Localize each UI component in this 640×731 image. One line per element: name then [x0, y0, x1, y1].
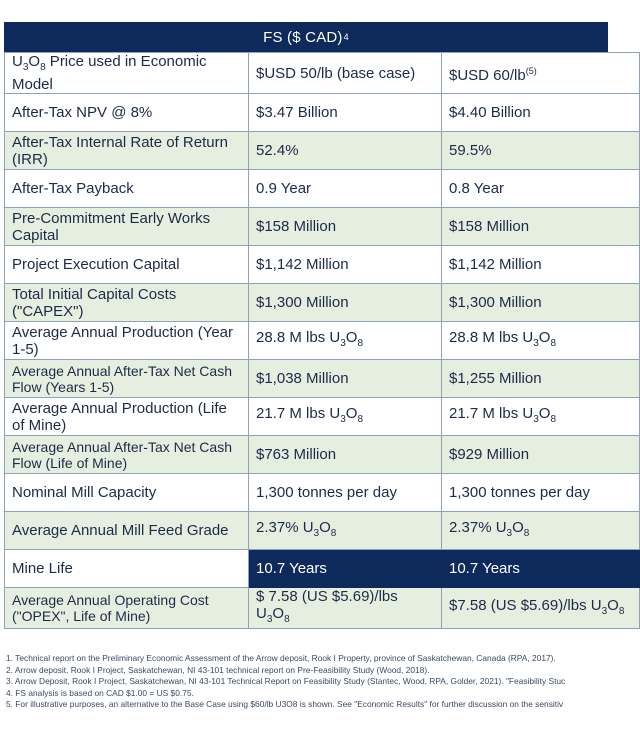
row-label: Mine Life — [5, 550, 249, 588]
table-row — [5, 208, 640, 246]
row-label: After-Tax Payback — [5, 170, 249, 208]
alt-case-value: 28.8 M lbs $U_3O_8$ — [442, 322, 640, 360]
row-label: Average Annual After-Tax Net Cash Flow (Years 1-5) — [5, 360, 249, 398]
base-case-value: $3.47 Billion — [249, 94, 442, 132]
table-row — [5, 284, 640, 322]
economics-table-container — [4, 22, 625, 629]
base-case-value: $ 7.58 (US $5.69)/lbs $U_3O_8$ — [249, 588, 442, 629]
alt-case-value: $USD $60/lb^{(5)}$ — [442, 53, 640, 94]
table-row — [5, 170, 640, 208]
side-marker — [608, 567, 622, 569]
alt-case-value: 0.8 Year — [442, 170, 640, 208]
base-case-value: 52.4% — [249, 132, 442, 170]
alt-case-value: $7.58 (US $5.69)/lbs $U_3O_8$ — [442, 588, 640, 629]
table-row — [5, 588, 640, 629]
row-label: After-Tax Internal Rate of Return (IRR) — [5, 132, 249, 170]
row-label: $U_3O_8$ Price used in Economic Model — [5, 53, 249, 94]
footnote-3: 3. Arrow Deposit, Rook I Project, Saskatchewan, NI 43-101 Technical Report on Feasibility Study (Stantec, Wood, RPA, Golder, 2021). "Feasibility Stuc — [6, 676, 566, 687]
base-case-value: 21.7 M lbs $U_3O_8$ — [249, 398, 442, 436]
base-case-value: $USD 50/lb (base case) — [249, 53, 442, 94]
footnote-2: 2. Arrow deposit, Rook I Project, Saskatchewan, NI 43-101 technical report on Pre-Feasibility Study (Wood, 2018). — [6, 664, 430, 675]
alt-case-value: 59.5% — [442, 132, 640, 170]
base-case-value: $1,142 Million — [249, 246, 442, 284]
alt-case-value: $929 Million — [442, 436, 640, 474]
row-label: Average Annual Operating Cost ("OPEX", Life of Mine) — [5, 588, 249, 629]
table-row — [5, 512, 640, 550]
row-label: After-Tax NPV @ 8% — [5, 94, 249, 132]
alt-case-value: $158 Million — [442, 208, 640, 246]
table-row — [5, 436, 640, 474]
alt-case-value: $4.40 Billion — [442, 94, 640, 132]
footnote-1: 1. Technical report on the Preliminary Economic Assessment of the Arrow deposit, Rook I Property, province of Saskatchewan, Canada (RPA, 2017). — [6, 653, 556, 663]
table-row — [5, 322, 640, 360]
row-label: Average Annual After-Tax Net Cash Flow (Life of Mine) — [5, 436, 249, 474]
alt-case-value: $1,142 Million — [442, 246, 640, 284]
table-row — [5, 53, 640, 94]
header-title: FS ($ CAD) — [263, 28, 343, 46]
footnote-5: 5. For illustrative purposes, an alternative to the Base Case using $60/lb U3O8 is shown. See "Economic Results" for further discussion on the sensitiv — [6, 699, 564, 710]
alt-case-value: 10.7 Years — [442, 550, 640, 588]
base-case-value: 0.9 Year — [249, 170, 442, 208]
base-case-value: 1,300 tonnes per day — [249, 474, 442, 512]
alt-case-value: 1,300 tonnes per day — [442, 474, 640, 512]
row-label: Average Annual Production (Life of Mine) — [5, 398, 249, 436]
table-row — [5, 360, 640, 398]
economics-table — [4, 52, 640, 629]
base-case-value: $1,300 Million — [249, 284, 442, 322]
row-label: Nominal Mill Capacity — [5, 474, 249, 512]
base-case-value: 2.37% $U_3O_8$ — [249, 512, 442, 550]
row-label: Pre-Commitment Early Works Capital — [5, 208, 249, 246]
row-label: Average Annual Production (Year 1-5) — [5, 322, 249, 360]
base-case-value: 28.8 M lbs $U_3O_8$ — [249, 322, 442, 360]
alt-case-value: $1,255 Million — [442, 360, 640, 398]
table-row — [5, 474, 640, 512]
table-row — [5, 94, 640, 132]
row-label: Total Initial Capital Costs ("CAPEX") — [5, 284, 249, 322]
alt-case-value: 2.37% $U_3O_8$ — [442, 512, 640, 550]
footnotes — [6, 653, 638, 711]
alt-case-value: 21.7 M lbs $U_3O_8$ — [442, 398, 640, 436]
table-row — [5, 246, 640, 284]
base-case-value: 10.7 Years — [249, 550, 442, 588]
table-header — [4, 22, 608, 52]
table-row — [5, 132, 640, 170]
table-row — [5, 398, 640, 436]
header-title-superscript: 4 — [343, 32, 349, 42]
base-case-value: $1,038 Million — [249, 360, 442, 398]
table-row — [5, 550, 640, 588]
base-case-value: $763 Million — [249, 436, 442, 474]
row-label: Average Annual Mill Feed Grade — [5, 512, 249, 550]
row-label: Project Execution Capital — [5, 246, 249, 284]
base-case-value: $158 Million — [249, 208, 442, 246]
footnote-4: 4. FS analysis is based on CAD $1.00 = US $0.75. — [6, 687, 194, 698]
alt-case-value: $1,300 Million — [442, 284, 640, 322]
